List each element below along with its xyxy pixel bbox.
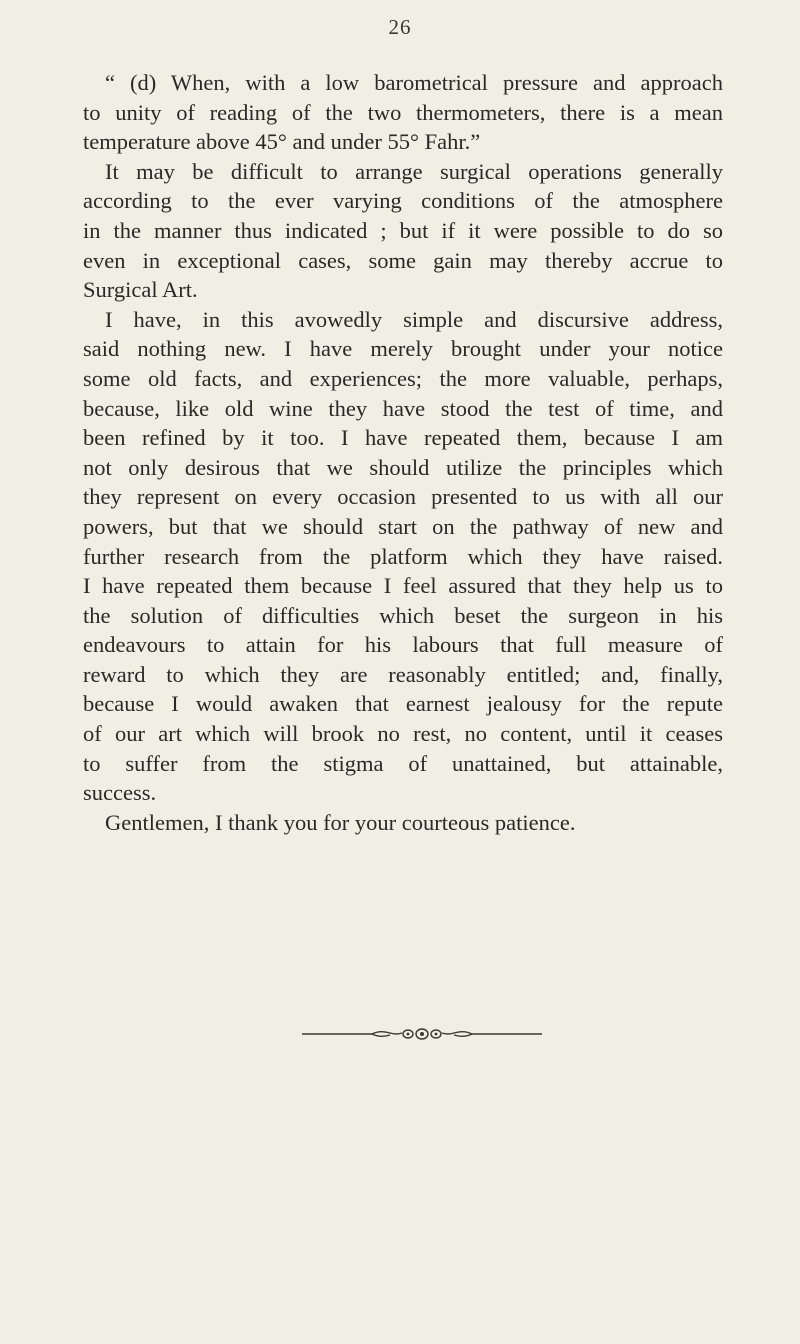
text-line: temperature above 45° and under 55° Fahr.” (83, 129, 481, 155)
text-line: to unity of reading of the two thermometers, there is a mean (83, 99, 723, 125)
text-line: further research from the platform which they have raised. (83, 543, 723, 569)
text-line: success. (83, 780, 157, 806)
text-line: endeavours to attain for his labours that full measure of (83, 632, 723, 658)
text-line: even in exceptional cases, some gain may thereby accrue to (83, 247, 723, 273)
text-line: to suffer from the stigma of unattained, but attainable, (83, 750, 723, 776)
text-line: It may be difficult to arrange surgical operations generally (105, 158, 723, 184)
text-line: of our art which will brook no rest, no content, until it ceases (83, 721, 723, 747)
text-line: I have repeated them because I feel assured that they help us to (83, 573, 723, 599)
text-line: “ (d) When, with a low barometrical pressure and approach (105, 70, 723, 95)
text-line: Surgical Art. (83, 277, 198, 303)
text-line: reward to which they are reasonably entitled; and, finally, (83, 661, 723, 687)
text-line: said nothing new. I have merely brought under your notice (83, 336, 723, 362)
text-line: because I would awaken that earnest jealousy for the repute (83, 691, 723, 717)
text-line: the solution of difficulties which beset the surgeon in his (83, 602, 723, 628)
text-line: in the manner thus indicated ; but if it were possible to do so (83, 217, 723, 243)
text-line: because, like old wine they have stood the test of time, and (83, 395, 723, 421)
decorative-rule-ornament-icon (302, 1024, 542, 1044)
text-line: some old facts, and experiences; the more valuable, perhaps, (83, 365, 723, 391)
text-line: powers, but that we should start on the pathway of new and (83, 513, 723, 539)
text-line: according to the ever varying conditions of the atmosphere (83, 188, 723, 214)
text-line: Gentlemen, I thank you for your courteous patience. (105, 809, 576, 835)
text-line: not only desirous that we should utilize the principles which (83, 454, 723, 480)
text-line: I have, in this avowedly simple and discursive address, (105, 306, 723, 332)
body-text (83, 68, 723, 837)
page-number: 26 (388, 15, 412, 39)
text-line: they represent on every occasion presented to us with all our (83, 484, 723, 510)
text-line: been refined by it too. I have repeated them, because I am (83, 425, 723, 451)
